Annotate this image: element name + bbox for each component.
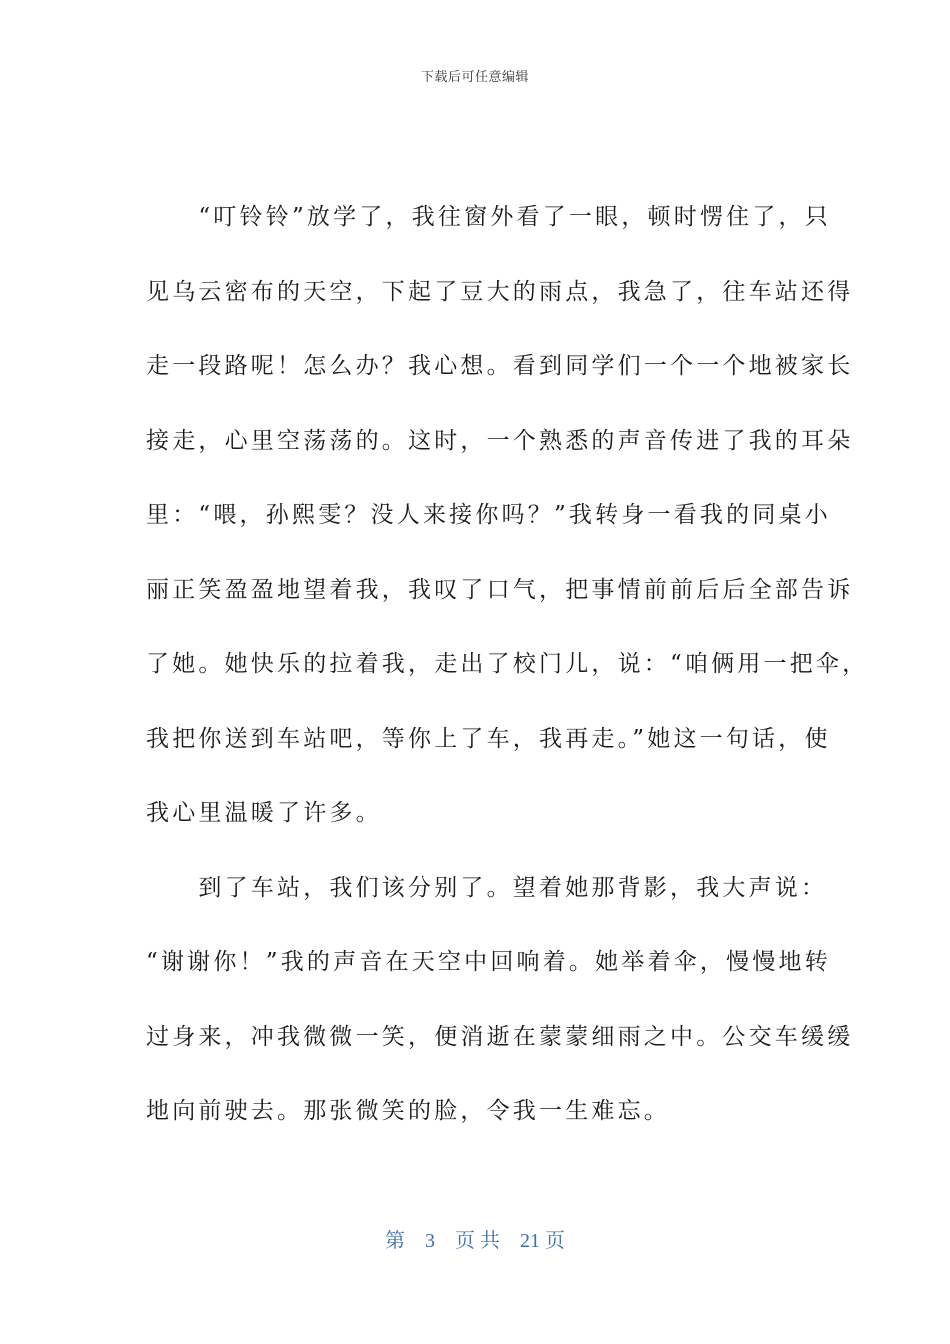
text-line: 里：“喂，孙熙雯？没人来接你吗？”我转身一看我的同桌小 [146,502,831,528]
text-line: “叮铃铃”放学了，我往窗外看了一眼，顿时愣住了，只 [146,204,831,230]
text-line: 了她。她快乐的拉着我，走出了校门儿，说：“咱俩用一把伞， [146,651,869,677]
header-text: 下载后可任意编辑 [420,70,529,85]
text-line: 丽正笑盈盈地望着我，我叹了口气，把事情前前后后全部告诉 [146,576,854,603]
footer-total-pages: 21 [520,1230,540,1252]
footer-current-page: 3 [425,1230,435,1252]
text-line: 到了车站，我们该分别了。望着她那背影，我大声说： [146,874,828,901]
text-line: 见乌云密布的天空，下起了豆大的雨点，我急了，往车站还得 [146,278,854,305]
text-line: 过身来，冲我微微一笑，便消逝在蒙蒙细雨之中。公交车缓缓 [146,1023,854,1050]
page-header [0,66,950,85]
footer-prefix: 第 [385,1230,405,1252]
footer-suffix: 页 [545,1230,565,1252]
text-line: 地向前驶去。那张微笑的脸，令我一生难忘。 [146,1098,670,1124]
document-body [146,180,869,1149]
footer-middle: 页 共 [455,1230,500,1252]
text-line: 我心里温暖了许多。 [146,800,382,826]
page-footer [0,1224,950,1253]
text-line: 接走，心里空荡荡的。这时，一个熟悉的声音传进了我的耳朵 [146,427,854,454]
text-line: 走一段路呢！怎么办？我心想。看到同学们一个一个地被家长 [146,353,854,379]
text-line: 我把你送到车站吧，等你上了车，我再走。”她这一句话，使 [146,725,831,752]
text-line: “谢谢你！”我的声音在天空中回响着。她举着伞，慢慢地转 [146,949,831,975]
